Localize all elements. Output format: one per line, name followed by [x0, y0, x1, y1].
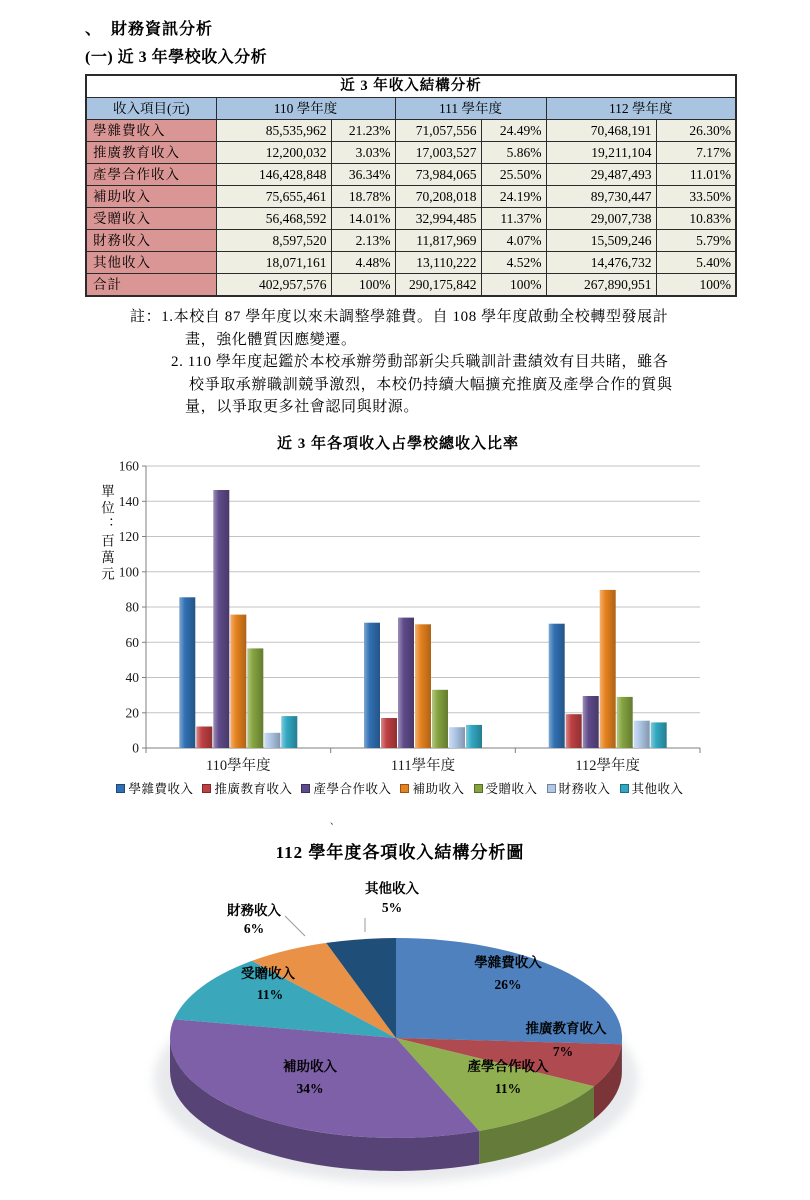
- bar-segment: [213, 490, 229, 748]
- amount-cell: 29,007,738: [546, 208, 656, 230]
- x-category-label: 111學年度: [390, 758, 456, 774]
- amount-cell: 12,200,032: [216, 142, 331, 164]
- percent-cell: 24.49%: [481, 120, 546, 142]
- row-label: 合計: [86, 274, 216, 297]
- bar-segment: [651, 722, 667, 748]
- amount-cell: 70,468,191: [546, 120, 656, 142]
- pie-slice-label: 學雜費收入: [474, 955, 542, 970]
- legend-label: 財務收入: [558, 782, 611, 796]
- row-label: 推廣教育收入: [86, 142, 216, 164]
- pie-slice-label: 受贈收入: [241, 966, 295, 981]
- legend-label: 其他收入: [631, 782, 684, 796]
- pie-chart: [60, 866, 760, 1200]
- legend-item: [547, 779, 611, 797]
- y-tick-label: 120: [118, 529, 139, 544]
- percent-cell: 100%: [331, 274, 395, 297]
- percent-cell: 26.30%: [656, 120, 736, 142]
- bar-segment: [264, 733, 280, 748]
- amount-cell: 8,597,520: [216, 230, 331, 252]
- table-title-row: [86, 75, 736, 98]
- legend-swatch-icon: [202, 784, 211, 793]
- pie-slice-percent: 26%: [494, 977, 522, 992]
- amount-cell: 85,535,962: [216, 120, 331, 142]
- row-label: 財務收入: [86, 230, 216, 252]
- bar-segment: [549, 624, 565, 748]
- legend-swatch-icon: [116, 784, 125, 793]
- subsection-title: (一) 近 3 年學校收入分析: [85, 49, 268, 66]
- note-line: 註：1.本校自 87 學年度以來未調整學雜費。自 108 學年度啟動全校轉型發展計: [130, 309, 669, 325]
- legend-item: [202, 779, 292, 797]
- percent-cell: 11.01%: [656, 164, 736, 186]
- column-header-year-111: 111 學年度: [395, 98, 546, 120]
- bar-segment: [566, 714, 582, 748]
- bar-segment: [415, 624, 431, 748]
- amount-cell: 70,208,018: [395, 186, 481, 208]
- column-header-item: 收入項目(元): [86, 98, 216, 120]
- legend-item: [116, 779, 193, 797]
- bar-segment: [600, 590, 616, 748]
- table-row: [86, 120, 736, 142]
- pie-slice-percent: 6%: [243, 921, 265, 936]
- legend-label: 推廣教育收入: [214, 782, 293, 796]
- column-header-year-112: 112 學年度: [546, 98, 736, 120]
- y-tick-label: 160: [118, 458, 139, 474]
- table-row: [86, 142, 736, 164]
- percent-cell: 100%: [656, 274, 736, 297]
- bar-segment: [230, 615, 246, 748]
- bar-chart: [88, 458, 708, 788]
- bar-segment: [196, 727, 212, 749]
- row-label: 補助收入: [86, 186, 216, 208]
- pie-label-leader: [285, 916, 305, 936]
- y-tick-label: 80: [125, 599, 139, 615]
- percent-cell: 5.86%: [481, 142, 546, 164]
- table-row: [86, 252, 736, 274]
- legend-label: 學雜費收入: [128, 782, 194, 796]
- percent-cell: 4.52%: [481, 252, 546, 274]
- legend-label: 產學合作收入: [313, 782, 392, 796]
- amount-cell: 146,428,848: [216, 164, 331, 186]
- table-notes: [130, 306, 750, 419]
- amount-cell: 14,476,732: [546, 252, 656, 274]
- table-row: [86, 208, 736, 230]
- percent-cell: 24.19%: [481, 186, 546, 208]
- table-header-row: [86, 98, 736, 120]
- pie-slice-label: 產學合作收入: [467, 1059, 549, 1074]
- legend-swatch-icon: [400, 784, 409, 793]
- table-title: 近 3 年收入結構分析: [86, 75, 736, 98]
- bar-chart-y-unit-label: 單位：百萬元: [99, 484, 114, 583]
- percent-cell: 3.03%: [331, 142, 395, 164]
- section-title: 、 財務資訊分析: [85, 21, 214, 38]
- percent-cell: 5.79%: [656, 230, 736, 252]
- amount-cell: 89,730,447: [546, 186, 656, 208]
- bar-segment: [617, 697, 633, 748]
- bar-segment: [281, 716, 297, 748]
- bar-segment: [583, 696, 599, 748]
- amount-cell: 71,057,556: [395, 120, 481, 142]
- percent-cell: 25.50%: [481, 164, 546, 186]
- legend-item: [400, 779, 464, 797]
- bar-segment: [179, 597, 195, 748]
- pie-chart-title: 112 學年度各項收入結構分析圖: [275, 843, 525, 862]
- pie-slice-percent: 11%: [494, 1081, 522, 1096]
- amount-cell: 402,957,576: [216, 274, 331, 297]
- amount-cell: 11,817,969: [395, 230, 481, 252]
- legend-swatch-icon: [620, 784, 629, 793]
- percent-cell: 21.23%: [331, 120, 395, 142]
- pie-slice-label: 財務收入: [227, 903, 281, 918]
- legend-swatch-icon: [474, 784, 483, 793]
- amount-cell: 15,509,246: [546, 230, 656, 252]
- y-tick-label: 60: [125, 634, 139, 650]
- percent-cell: 10.83%: [656, 208, 736, 230]
- bar-segment: [432, 690, 448, 748]
- percent-cell: 4.48%: [331, 252, 395, 274]
- bar-segment: [364, 623, 380, 748]
- legend-item: [474, 779, 538, 797]
- pie-slice-percent: 11%: [256, 987, 284, 1002]
- percent-cell: 100%: [481, 274, 546, 297]
- amount-cell: 18,071,161: [216, 252, 331, 274]
- y-tick-label: 100: [118, 564, 139, 580]
- pie-slice-label: 其他收入: [365, 881, 419, 896]
- table-row: [86, 164, 736, 186]
- percent-cell: 18.78%: [331, 186, 395, 208]
- percent-cell: 33.50%: [656, 186, 736, 208]
- legend-label: 補助收入: [412, 782, 465, 796]
- pie-slice-percent: 7%: [552, 1044, 574, 1059]
- bar-segment: [466, 725, 482, 748]
- pie-slice-percent: 34%: [296, 1081, 324, 1096]
- row-label: 受贈收入: [86, 208, 216, 230]
- amount-cell: 75,655,461: [216, 186, 331, 208]
- amount-cell: 19,211,104: [546, 142, 656, 164]
- amount-cell: 29,487,493: [546, 164, 656, 186]
- legend-label: 受贈收入: [485, 782, 538, 796]
- legend-item: [301, 779, 391, 797]
- amount-cell: 13,110,222: [395, 252, 481, 274]
- percent-cell: 2.13%: [331, 230, 395, 252]
- bar-chart-title: 近 3 年各項收入占學校總收入比率: [276, 436, 519, 452]
- amount-cell: 17,003,527: [395, 142, 481, 164]
- percent-cell: 5.40%: [656, 252, 736, 274]
- percent-cell: 36.34%: [331, 164, 395, 186]
- table-row: [86, 230, 736, 252]
- bar-segment: [247, 648, 263, 748]
- pie-slice-label: 補助收入: [283, 1059, 337, 1074]
- legend-item: [620, 779, 684, 797]
- table-body: [86, 120, 736, 297]
- bar-segment: [398, 618, 414, 748]
- bar-legend: [88, 779, 712, 797]
- percent-cell: 4.07%: [481, 230, 546, 252]
- note-line: 畫，強化體質因應變遷。: [185, 331, 357, 348]
- y-tick-label: 0: [132, 740, 139, 756]
- legend-swatch-icon: [301, 784, 310, 793]
- pie-slice-label: 推廣教育收入: [525, 1021, 607, 1036]
- amount-cell: 73,984,065: [395, 164, 481, 186]
- row-label: 產學合作收入: [86, 164, 216, 186]
- x-category-label: 110學年度: [205, 758, 271, 774]
- percent-cell: 7.17%: [656, 142, 736, 164]
- amount-cell: 290,175,842: [395, 274, 481, 297]
- pie-slice-percent: 5%: [381, 900, 403, 915]
- table-row: [86, 186, 736, 208]
- row-label: 學雜費收入: [86, 120, 216, 142]
- bar-segment: [634, 721, 650, 748]
- y-tick-label: 40: [125, 670, 139, 685]
- stray-mark: 、: [330, 816, 340, 826]
- column-header-year-110: 110 學年度: [216, 98, 395, 120]
- legend-swatch-icon: [547, 784, 556, 793]
- amount-cell: 32,994,485: [395, 208, 481, 230]
- y-tick-label: 20: [125, 705, 139, 721]
- percent-cell: 14.01%: [331, 208, 395, 230]
- y-tick-label: 140: [118, 493, 139, 509]
- amount-cell: 56,468,592: [216, 208, 331, 230]
- x-category-label: 112學年度: [575, 758, 641, 774]
- table-row: [86, 274, 736, 297]
- bar-segment: [449, 727, 465, 748]
- note-line: 量，以爭取更多社會認同與財源。: [185, 399, 420, 415]
- note-line: 校爭取承辦職訓競爭激烈，本校仍持續大幅擴充推廣及產學合作的質與: [189, 376, 673, 393]
- amount-cell: 267,890,951: [546, 274, 656, 297]
- percent-cell: 11.37%: [481, 208, 546, 230]
- bar-segment: [381, 718, 397, 748]
- note-line: 2. 110 學年度起鑑於本校承辦勞動部新尖兵職訓計畫績效有目共睹，雖各: [171, 354, 669, 370]
- row-label: 其他收入: [86, 252, 216, 274]
- income-table-container: [85, 74, 737, 297]
- income-structure-table: [85, 74, 737, 297]
